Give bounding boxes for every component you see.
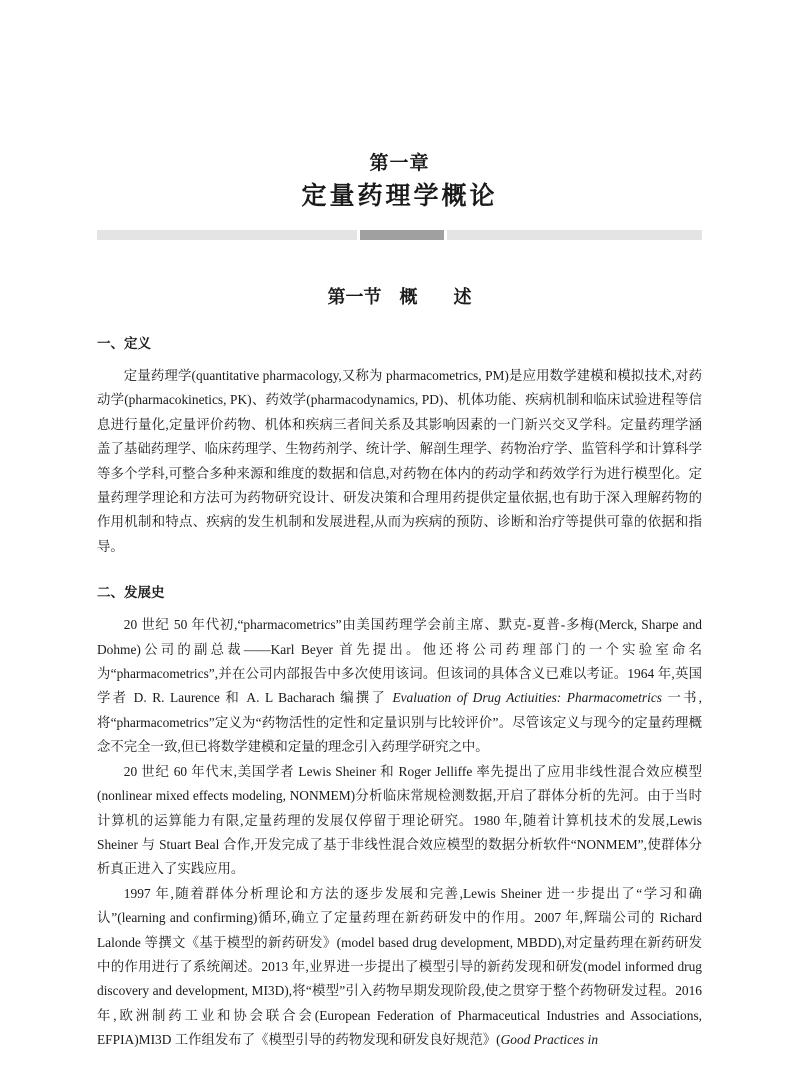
text: 20 世纪 50 年代初,“pharmacometrics”由美国药理学会前主席、默克-夏普-多梅(Merck, Sharpe and Dohme)公司的副总裁——Karl Beyer 首先提出。他还将公司药理部门的一个实验室命名为“pharmacometrics”,并在公司内部报告中多次使用该词。但该词的具体含义已难以考证。1964 年,英国学者 D. R. Laurence 和 A. L Bacharach 编撰了: [97, 617, 702, 706]
text: 1997 年,随着群体分析理论和方法的逐步发展和完善,Lewis Sheiner 进一步提出了“学习和确认”(learning and confirming)循环,确立了定量药理在新药研发中的作用。2007 年,辉瑞公司的 Richard Lalonde 等撰文《基于模型的新药研发》(model based drug development, MBDD),对定量药理在新药研发中的作用进行了系统阐述。2013 年,业界进一步提出了模型引导的新药发现和研发(model informed drug discovery and development, MI3D),将“模型”引入药物早期发现阶段,使之贯穿于整个药物研发过程。2016 年,欧洲制药工业和协会联合会(European Federation of Pharmaceutical Industries and Associations, EFPIA)MI3D 工作组发布了《模型引导的药物发现和研发良好规范》(: [97, 885, 702, 1048]
heading-definition: 一、定义: [97, 336, 151, 352]
chapter-number: 第一章: [369, 152, 430, 174]
italic-title: Good Practices in: [500, 1032, 599, 1048]
divider-right: [447, 230, 702, 240]
paragraph-history-3: [97, 882, 702, 1053]
divider: [97, 230, 702, 240]
paragraph-history-1: [97, 613, 702, 759]
section-title: 第一节 概 述: [327, 287, 472, 308]
heading-history: 二、发展史: [97, 585, 165, 602]
book-title: Evaluation of Drug Actiuities: Pharmacometrics: [392, 690, 662, 706]
paragraph-definition: 定量药理学(quantitative pharmacology,又称为 pharmacometrics, PM)是应用数学建模和模拟技术,对药动学(pharmacokinetics, PK)、药效学(pharmacodynamics, PD)、机体功能、疾病机制和临床试验进程等信息进行量化,定量评价药物、机体和疾病三者间关系及其影响因素的一门新兴交叉学科。定量药理学涵盖了基础药理学、临床药理学、生物药剂学、统计学、解剖生理学、药物治疗学、监管科学和计算科学等多个学科,可整合多种来源和维度的数据和信息,对药物在体内的药动学和药效学行为进行模型化。定量药理学理论和方法可为药物研究设计、研发决策和合理用药提供定量依据,也有助于深入理解药物的作用机制和特点、疾病的发生机制和发展进程,从而为疾病的预防、诊断和治疗等提供可靠的依据和指导。: [97, 368, 702, 554]
chapter-title: 定量药理学概论: [301, 181, 498, 210]
paragraph-history-2: 20 世纪 60 年代末,美国学者 Lewis Sheiner 和 Roger Jelliffe 率先提出了应用非线性混合效应模型(nonlinear mixed effects modeling, NONMEM)分析临床常规检测数据,开启了群体分析的先河。由于当时计算机的运算能力有限,定量药理的发展仅停留于理论研究。1980 年,随着计算机技术的发展,Lewis Sheiner 与 Stuart Beal 合作,开发完成了基于非线性混合效应模型的数据分析软件“NONMEM”,使群体分析真正进入了实践应用。: [97, 763, 702, 877]
divider-middle: [360, 230, 444, 240]
divider-left: [97, 230, 357, 240]
text: 一书,将“pharmacometrics”定义为“药物活性的定性和定量识别与比较评价”。尽管该定义与现今的定量药理概念不完全一致,但已将数学建模和定量的理念引入药理学研究之中。: [97, 690, 702, 755]
